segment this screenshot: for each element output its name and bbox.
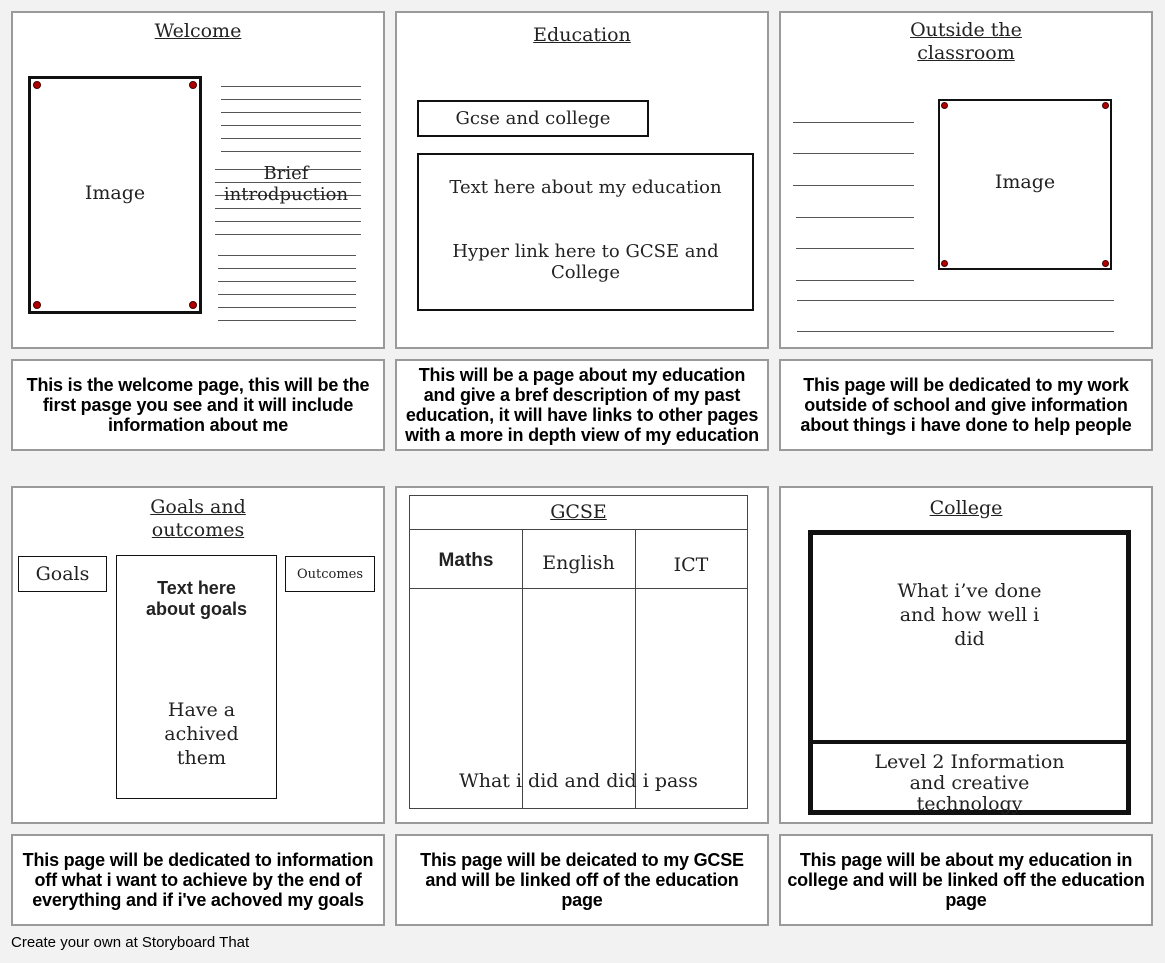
panel-goals (11, 486, 385, 824)
column-header-ict: ICT (673, 554, 709, 576)
text-line (221, 112, 361, 113)
table-divider (410, 588, 747, 589)
caption-welcome: This is the welcome page, this will be the first pasge you see and it will include information about me (11, 359, 385, 451)
corner-pin-icon (941, 260, 948, 267)
column-header-maths: Maths (438, 550, 494, 571)
corner-pin-icon (33, 81, 41, 89)
brief-intro-label: Brief introdpuction (223, 163, 349, 205)
panel-title: Education (533, 24, 631, 46)
panel-title: College (929, 497, 1003, 519)
panel-gcse (395, 486, 769, 824)
text-line (793, 122, 914, 123)
table-divider (410, 529, 747, 530)
education-text-box (417, 153, 754, 311)
caption-college: This page will be about my education in college and will be linked off the education page (779, 834, 1153, 926)
text-line (218, 268, 356, 269)
image-label: Image (994, 171, 1056, 193)
corner-pin-icon (941, 102, 948, 109)
goals-achieved-text: Have a achived them (164, 699, 239, 769)
outcomes-tab[interactable]: Outcomes (285, 556, 375, 592)
corner-pin-icon (1102, 102, 1109, 109)
panel-title: Welcome (154, 20, 242, 42)
panel-outside (779, 11, 1153, 349)
text-line (797, 331, 1114, 332)
text-line (221, 125, 361, 126)
text-line (796, 217, 914, 218)
college-frame (808, 530, 1131, 815)
image-placeholder (938, 99, 1112, 270)
education-text: Text here about my education (449, 177, 722, 198)
text-line (218, 307, 356, 308)
caption-outside: This page will be dedicated to my work outside of school and give information about things i have done to help people (779, 359, 1153, 451)
caption-gcse: This page will be deicated to my GCSE and will be linked off of the education page (395, 834, 769, 926)
text-line (218, 294, 356, 295)
text-line (793, 153, 914, 154)
text-line (218, 281, 356, 282)
text-line (218, 255, 356, 256)
text-line (215, 221, 361, 222)
goals-text: Text here about goals (145, 578, 247, 619)
goals-tab[interactable]: Goals (18, 556, 107, 592)
text-line (793, 185, 914, 186)
college-course-text: Level 2 Information and creative technology (874, 751, 1065, 815)
text-line (796, 248, 914, 249)
text-line (215, 208, 361, 209)
image-label: Image (84, 182, 146, 204)
goals-text-box (116, 555, 277, 799)
panel-title: Outside the classroom (910, 19, 1022, 64)
panel-title: Goals and outcomes (150, 496, 246, 541)
education-hyperlink[interactable]: Hyper link here to GCSE and College (452, 241, 719, 283)
corner-pin-icon (189, 301, 197, 309)
image-placeholder (28, 76, 202, 314)
corner-pin-icon (1102, 260, 1109, 267)
caption-education: This will be a page about my education and give a bref description of my past education, it will have links to other pages with a more in depth view of my education (395, 359, 769, 451)
text-line (221, 86, 361, 87)
college-divider (813, 740, 1126, 744)
text-line (221, 138, 361, 139)
college-text: What i’ve done and how well i did (897, 580, 1042, 650)
column-header-english: English (542, 552, 615, 574)
gcse-table (409, 495, 748, 809)
panel-education (395, 11, 769, 349)
text-line (221, 99, 361, 100)
caption-goals: This page will be dedicated to information off what i want to achieve by the end of everything and if i've achoved my goals (11, 834, 385, 926)
text-line (796, 280, 914, 281)
panel-title: GCSE (550, 501, 607, 523)
gcse-college-button[interactable]: Gcse and college (417, 100, 649, 137)
text-line (797, 300, 1114, 301)
gcse-results-text: What i did and did i pass (459, 770, 698, 792)
corner-pin-icon (33, 301, 41, 309)
text-line (215, 234, 361, 235)
storyboard-that-link[interactable]: Create your own at Storyboard That (11, 934, 250, 951)
text-line (218, 320, 356, 321)
panel-college (779, 486, 1153, 824)
panel-welcome (11, 11, 385, 349)
text-line (221, 151, 361, 152)
corner-pin-icon (189, 81, 197, 89)
